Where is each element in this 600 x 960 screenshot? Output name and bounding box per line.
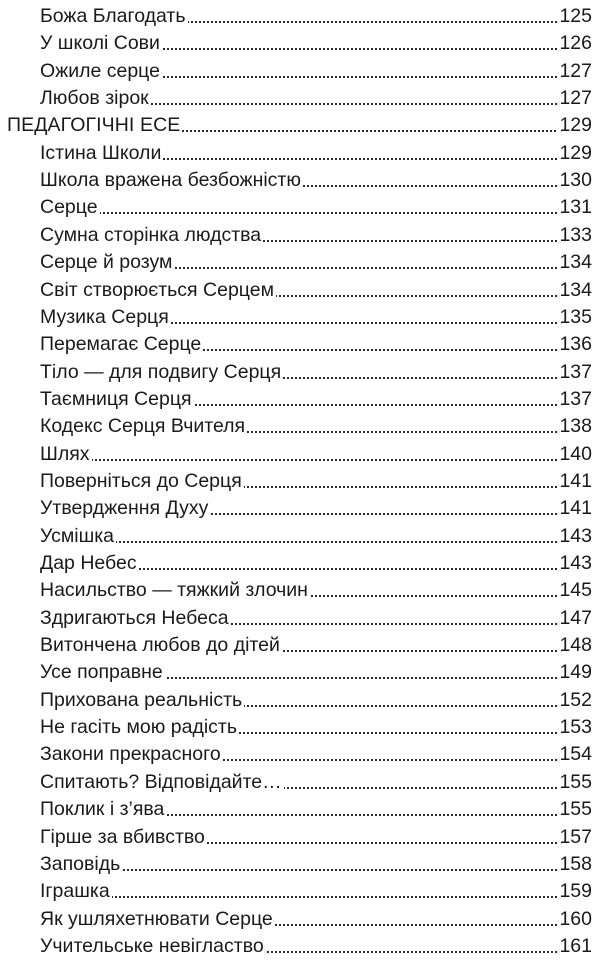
- toc-entry: [0, 768, 600, 796]
- toc-entry: [0, 139, 600, 167]
- toc-entry-title: Таємниця Серця: [40, 385, 194, 413]
- toc-entry: [0, 57, 600, 85]
- toc-page-number: 158: [557, 850, 592, 878]
- toc-page-number: 126: [557, 29, 592, 57]
- toc-entry-title: Дар Небес: [40, 549, 139, 577]
- toc-entry: [0, 877, 600, 905]
- toc-page-number: 154: [557, 740, 592, 768]
- toc-entry-title: Здригаються Небеса: [40, 604, 231, 632]
- toc-entry: [0, 440, 600, 468]
- toc-page-number: 125: [557, 2, 592, 30]
- toc-page-number: 149: [557, 658, 592, 686]
- toc-entry: [0, 193, 600, 221]
- toc-entry: [0, 248, 600, 276]
- toc-entry-title: Як ушляхетнювати Серце: [40, 905, 275, 933]
- toc-entry-title: Прихована реальність: [40, 686, 244, 714]
- toc-page-number: 129: [557, 139, 592, 167]
- toc-entry: [0, 686, 600, 714]
- toc-page-number: 136: [557, 330, 592, 358]
- toc-entry-title: Музика Серця: [40, 303, 171, 331]
- toc-entry-title: Заповідь: [40, 850, 122, 878]
- toc-page-number: 131: [557, 193, 592, 221]
- toc-entry-title: Божа Благодать: [40, 2, 188, 30]
- toc-entry-title: Тіло — для подвигу Серця: [40, 358, 283, 386]
- toc-entry-title: Ожиле серце: [40, 57, 162, 85]
- toc-page-number: 134: [557, 276, 592, 304]
- toc-page-number: 157: [557, 823, 592, 851]
- toc-entry: [0, 905, 600, 933]
- toc-entry-title: Усе поправне: [40, 658, 165, 686]
- toc-entry-title: Світ створюється Серцем: [40, 276, 276, 304]
- toc-page-number: 129: [557, 111, 592, 139]
- toc-entry-title: У школі Сови: [40, 29, 162, 57]
- toc-page-number: 160: [557, 905, 592, 933]
- toc-entry: [0, 795, 600, 823]
- toc-entry-title: Витончена любов до дітей: [40, 631, 282, 659]
- toc-entry: [0, 385, 600, 413]
- toc-page-number: 137: [557, 385, 592, 413]
- toc-page-number: 127: [557, 84, 592, 112]
- toc-page-number: 141: [557, 467, 592, 495]
- toc-entry: [0, 303, 600, 331]
- toc-entry: [0, 549, 600, 577]
- toc-page-number: 148: [557, 631, 592, 659]
- toc-entry: [0, 522, 600, 550]
- toc-page-number: 152: [557, 686, 592, 714]
- toc-entry: [0, 740, 600, 768]
- toc-entry: [0, 932, 600, 960]
- toc-entry-title: Усмішка: [40, 522, 116, 550]
- toc-entry: [0, 358, 600, 386]
- toc-entry: [0, 276, 600, 304]
- toc-entry-title: Любов зірок: [40, 84, 151, 112]
- dot-leader: [40, 541, 560, 543]
- toc-entry-title: Сумна сторінка людства: [40, 221, 263, 249]
- toc-page-number: 145: [557, 576, 592, 604]
- toc-page-number: 137: [557, 358, 592, 386]
- toc-entry: [0, 494, 600, 522]
- toc-entry-title: Перемагає Серце: [40, 330, 203, 358]
- toc-entry: [0, 467, 600, 495]
- dot-leader: [40, 459, 560, 461]
- toc-entry-title: Школа вражена безбожністю: [40, 166, 303, 194]
- toc-page-number: 161: [557, 932, 592, 960]
- toc-entry: [0, 823, 600, 851]
- toc-entry-title: Істина Школи: [40, 139, 163, 167]
- toc-entry-title: Спитають? Відповідайте…: [40, 768, 284, 796]
- toc-page-number: 147: [557, 604, 592, 632]
- toc-entry-title: Серце: [40, 193, 100, 221]
- toc-entry-title: Не гасіть мою радість: [40, 713, 239, 741]
- toc-entry: [0, 2, 600, 30]
- toc-entry: [0, 221, 600, 249]
- toc-entry: [0, 713, 600, 741]
- dot-leader: [40, 896, 560, 898]
- toc-page-number: 143: [557, 522, 592, 550]
- toc-entry-title: Шлях: [40, 440, 92, 468]
- toc-entry-title: Серце й розум: [40, 248, 174, 276]
- toc-entry-title: Закони прекрасного: [40, 740, 223, 768]
- toc-entry-title: Іграшка: [40, 877, 112, 905]
- toc-page-number: 127: [557, 57, 592, 85]
- toc-entry-title: ПЕДАГОГІЧНІ ЕСЕ: [7, 111, 182, 139]
- toc-page-number: 153: [557, 713, 592, 741]
- toc-page-number: 138: [557, 412, 592, 440]
- toc-entry: [0, 576, 600, 604]
- toc-entry: [0, 166, 600, 194]
- toc-entry: [0, 604, 600, 632]
- toc-entry: [0, 330, 600, 358]
- toc-page-number: 155: [557, 795, 592, 823]
- toc-page-number: 159: [557, 877, 592, 905]
- toc-entry: [0, 658, 600, 686]
- toc-page-number: 140: [557, 440, 592, 468]
- toc-page-number: 141: [557, 494, 592, 522]
- toc-entry-title: Поверніться до Серця: [40, 467, 244, 495]
- toc-page-number: 133: [557, 221, 592, 249]
- toc-entry: [0, 412, 600, 440]
- toc-page-number: 135: [557, 303, 592, 331]
- toc-section-heading: [0, 111, 600, 139]
- toc-entry-title: Учительське невігластво: [40, 932, 266, 960]
- toc-page-number: 143: [557, 549, 592, 577]
- toc-entry-title: Кодекс Серця Вчителя: [40, 412, 247, 440]
- toc-entry-title: Утвердження Духу: [40, 494, 210, 522]
- toc-entry-title: Гірше за вбивство: [40, 823, 207, 851]
- dot-leader: [40, 212, 560, 214]
- toc-page-number: 155: [557, 768, 592, 796]
- toc-entry: [0, 850, 600, 878]
- toc-entry: [0, 29, 600, 57]
- toc-entry-title: Насильство — тяжкий злочин: [40, 576, 310, 604]
- toc-page-number: 130: [557, 166, 592, 194]
- toc-entry: [0, 631, 600, 659]
- toc-page-number: 134: [557, 248, 592, 276]
- toc-entry-title: Поклик і з’ява: [40, 795, 166, 823]
- toc-entry: [0, 84, 600, 112]
